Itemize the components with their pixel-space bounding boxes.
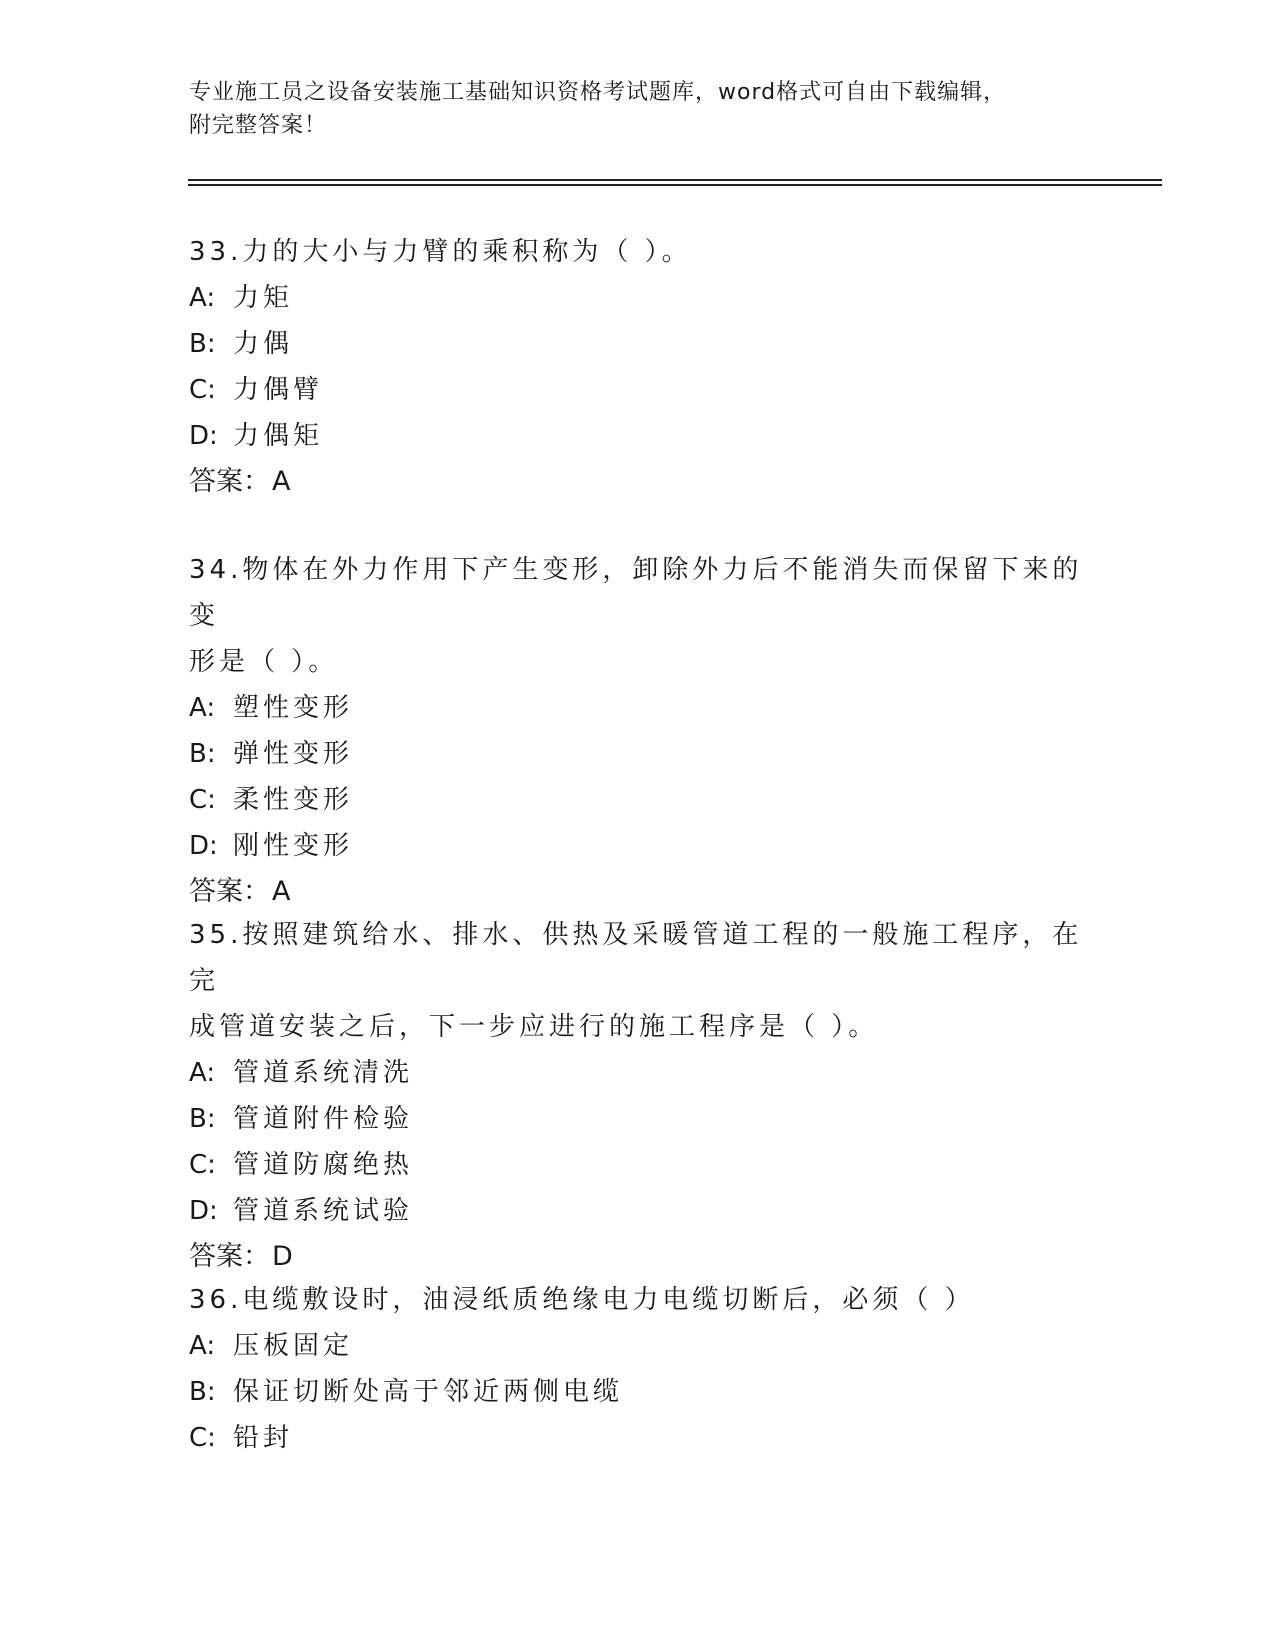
option-text: 刚性变形 xyxy=(233,831,354,861)
header-divider-bottom xyxy=(188,184,1162,186)
answer-line xyxy=(189,459,1089,505)
option-text: 保证切断处高于邻近两侧电缆 xyxy=(233,1377,624,1407)
answer-value: A xyxy=(272,876,291,907)
option-text: 管道系统清洗 xyxy=(233,1058,414,1088)
option-letter: A: xyxy=(189,283,216,313)
document-header xyxy=(189,76,1089,142)
option-letter: C: xyxy=(189,785,216,815)
option-text: 弹性变形 xyxy=(233,739,354,769)
question-stem-line-1: 35.按照建筑给水、排水、供热及采暖管道工程的一般施工程序，在完 xyxy=(189,920,1083,996)
option-d xyxy=(189,413,1089,459)
question-36 xyxy=(189,1277,1089,1461)
option-b xyxy=(189,731,1089,777)
option-letter: B: xyxy=(189,1104,216,1134)
answer-label: 答案： xyxy=(189,1241,270,1272)
option-text: 塑性变形 xyxy=(233,693,354,723)
option-text: 力偶矩 xyxy=(233,421,324,451)
option-text: 力矩 xyxy=(233,283,294,313)
option-letter: C: xyxy=(189,1423,216,1453)
option-d xyxy=(189,1188,1089,1234)
option-letter: C: xyxy=(189,1150,216,1180)
question-stem-line-1: 34.物体在外力作用下产生变形，卸除外力后不能消失而保留下来的变 xyxy=(189,555,1083,631)
question-stem-line-2: 成管道安装之后，下一步应进行的施工程序是（ ）。 xyxy=(189,1012,879,1042)
answer-label: 答案： xyxy=(189,466,270,497)
option-b xyxy=(189,1369,1089,1415)
option-letter: D: xyxy=(189,421,218,451)
option-text: 铅封 xyxy=(233,1423,294,1453)
option-text: 力偶 xyxy=(233,329,294,359)
option-text: 力偶臂 xyxy=(233,375,324,405)
option-b xyxy=(189,1096,1089,1142)
option-text: 柔性变形 xyxy=(233,785,354,815)
option-letter: B: xyxy=(189,739,216,769)
option-c xyxy=(189,777,1089,823)
option-letter: D: xyxy=(189,1196,218,1226)
question-stem: 33.力的大小与力臂的乘积称为（ ）。 xyxy=(189,237,692,267)
header-line-2: 附完整答案！ xyxy=(189,113,328,138)
option-b xyxy=(189,321,1089,367)
option-text: 压板固定 xyxy=(233,1331,354,1361)
answer-line xyxy=(189,869,1089,915)
header-line-1: 专业施工员之设备安装施工基础知识资格考试题库，word格式可自由下载编辑， xyxy=(189,80,1007,105)
option-text: 管道附件检验 xyxy=(233,1104,414,1134)
question-35 xyxy=(189,912,1089,1280)
option-a xyxy=(189,1323,1089,1369)
option-a xyxy=(189,275,1089,321)
option-letter: A: xyxy=(189,1058,216,1088)
answer-value: A xyxy=(272,466,291,497)
answer-line xyxy=(189,1234,1089,1280)
option-letter: A: xyxy=(189,693,216,723)
question-stem-line-2: 形是（ ）。 xyxy=(189,647,339,677)
option-d xyxy=(189,823,1089,869)
answer-label: 答案： xyxy=(189,876,270,907)
header-divider-top xyxy=(188,179,1162,181)
option-letter: A: xyxy=(189,1331,216,1361)
option-letter: C: xyxy=(189,375,216,405)
option-a xyxy=(189,1050,1089,1096)
option-a xyxy=(189,685,1089,731)
question-33 xyxy=(189,229,1089,505)
question-stem: 36.电缆敷设时，油浸纸质绝缘电力电缆切断后，必须（ ） xyxy=(189,1285,975,1315)
option-letter: B: xyxy=(189,1377,216,1407)
question-34 xyxy=(189,547,1089,915)
answer-value: D xyxy=(272,1241,293,1272)
option-c xyxy=(189,1142,1089,1188)
option-text: 管道防腐绝热 xyxy=(233,1150,414,1180)
option-letter: D: xyxy=(189,831,218,861)
option-c xyxy=(189,1415,1089,1461)
option-text: 管道系统试验 xyxy=(233,1196,414,1226)
option-c xyxy=(189,367,1089,413)
option-letter: B: xyxy=(189,329,216,359)
